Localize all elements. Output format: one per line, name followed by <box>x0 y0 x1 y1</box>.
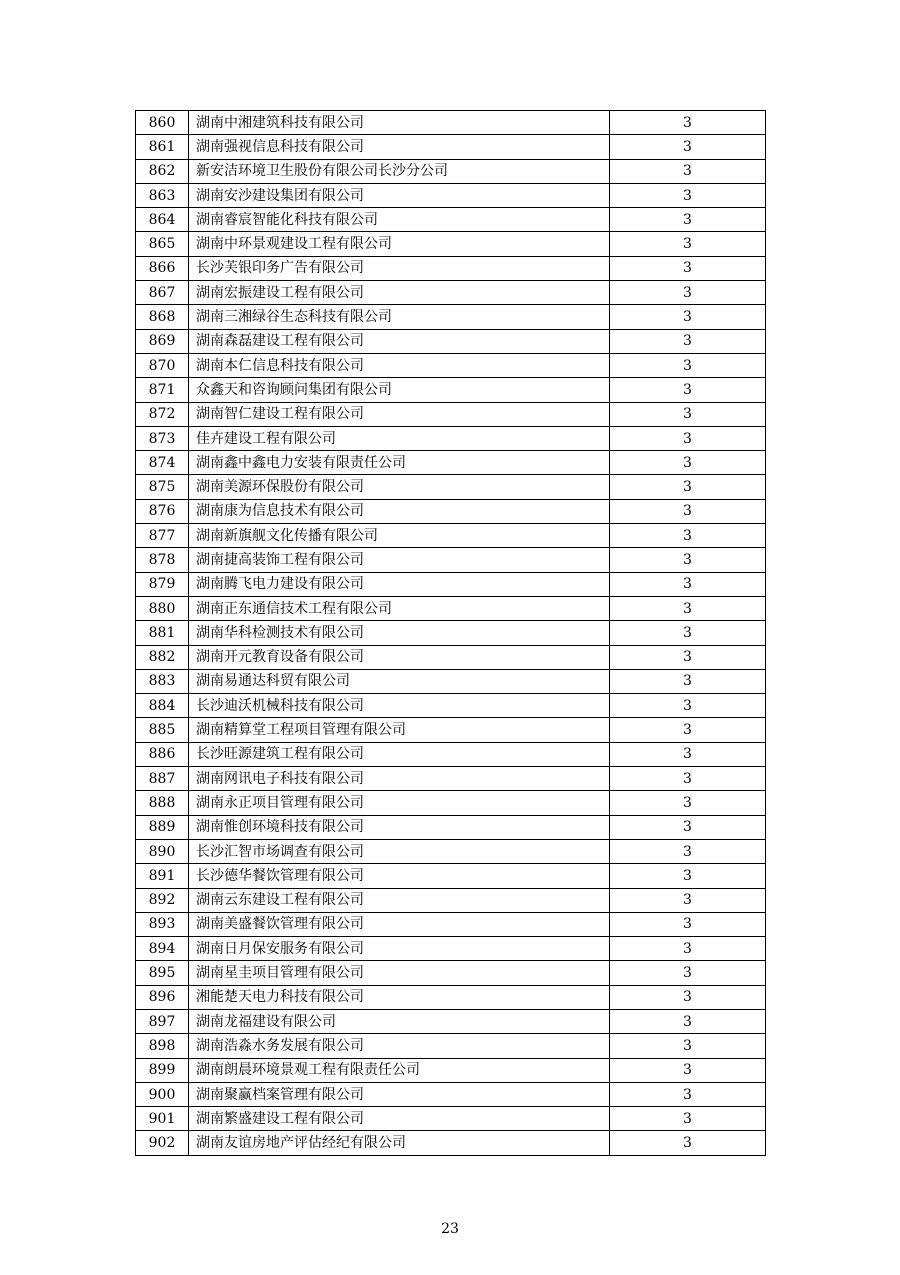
row-number-cell: 893 <box>136 912 189 936</box>
score-cell: 3 <box>610 1082 766 1106</box>
table-row <box>136 1131 766 1155</box>
table-row <box>136 1009 766 1033</box>
company-name-cell: 湖南宏振建设工程有限公司 <box>189 281 610 305</box>
table-row <box>136 669 766 693</box>
row-number-cell: 885 <box>136 718 189 742</box>
score-cell: 3 <box>610 1009 766 1033</box>
score-cell: 3 <box>610 135 766 159</box>
company-name-cell: 湖南腾飞电力建设有限公司 <box>189 572 610 596</box>
company-name-cell: 长沙德华餐饮管理有限公司 <box>189 864 610 888</box>
table-row <box>136 596 766 620</box>
score-cell: 3 <box>610 742 766 766</box>
company-name-cell: 湖南美盛餐饮管理有限公司 <box>189 912 610 936</box>
company-name-cell: 湖南精算堂工程项目管理有限公司 <box>189 718 610 742</box>
score-cell: 3 <box>610 888 766 912</box>
company-name-cell: 湖南美源环保股份有限公司 <box>189 475 610 499</box>
row-number-cell: 866 <box>136 256 189 280</box>
row-number-cell: 861 <box>136 135 189 159</box>
table-row <box>136 742 766 766</box>
row-number-cell: 889 <box>136 815 189 839</box>
table-row <box>136 208 766 232</box>
row-number-cell: 886 <box>136 742 189 766</box>
table-row <box>136 1082 766 1106</box>
company-name-cell: 湖南开元教育设备有限公司 <box>189 645 610 669</box>
company-score-table <box>135 110 766 1156</box>
score-cell: 3 <box>610 815 766 839</box>
score-cell: 3 <box>610 256 766 280</box>
row-number-cell: 880 <box>136 596 189 620</box>
company-name-cell: 湖南正东通信技术工程有限公司 <box>189 596 610 620</box>
row-number-cell: 882 <box>136 645 189 669</box>
score-cell: 3 <box>610 767 766 791</box>
score-cell: 3 <box>610 353 766 377</box>
company-name-cell: 湖南森磊建设工程有限公司 <box>189 329 610 353</box>
score-cell: 3 <box>610 864 766 888</box>
score-cell: 3 <box>610 232 766 256</box>
table-row <box>136 378 766 402</box>
company-name-cell: 湖南康为信息技术有限公司 <box>189 499 610 523</box>
company-name-cell: 湖南中湘建筑科技有限公司 <box>189 111 610 135</box>
score-cell: 3 <box>610 183 766 207</box>
company-name-cell: 湘能楚天电力科技有限公司 <box>189 985 610 1009</box>
row-number-cell: 871 <box>136 378 189 402</box>
table-row <box>136 572 766 596</box>
table-row <box>136 159 766 183</box>
score-cell: 3 <box>610 548 766 572</box>
row-number-cell: 900 <box>136 1082 189 1106</box>
company-name-cell: 湖南友谊房地产评估经纪有限公司 <box>189 1131 610 1155</box>
score-cell: 3 <box>610 208 766 232</box>
score-cell: 3 <box>610 1107 766 1131</box>
row-number-cell: 868 <box>136 305 189 329</box>
company-name-cell: 长沙旺源建筑工程有限公司 <box>189 742 610 766</box>
row-number-cell: 863 <box>136 183 189 207</box>
score-cell: 3 <box>610 281 766 305</box>
score-cell: 3 <box>610 937 766 961</box>
row-number-cell: 896 <box>136 985 189 1009</box>
table-row <box>136 329 766 353</box>
company-name-cell: 湖南中环景观建设工程有限公司 <box>189 232 610 256</box>
company-name-cell: 湖南华科检测技术有限公司 <box>189 621 610 645</box>
table-row <box>136 499 766 523</box>
score-cell: 3 <box>610 694 766 718</box>
table-row <box>136 402 766 426</box>
score-cell: 3 <box>610 985 766 1009</box>
company-name-cell: 湖南惟创环境科技有限公司 <box>189 815 610 839</box>
table-row <box>136 353 766 377</box>
table-row <box>136 767 766 791</box>
company-name-cell: 湖南易通达科贸有限公司 <box>189 669 610 693</box>
company-name-cell: 新安洁环境卫生股份有限公司长沙分公司 <box>189 159 610 183</box>
row-number-cell: 873 <box>136 426 189 450</box>
table-row <box>136 985 766 1009</box>
table-row <box>136 718 766 742</box>
score-cell: 3 <box>610 451 766 475</box>
row-number-cell: 860 <box>136 111 189 135</box>
table-row <box>136 1034 766 1058</box>
table-row <box>136 305 766 329</box>
row-number-cell: 877 <box>136 524 189 548</box>
row-number-cell: 899 <box>136 1058 189 1082</box>
company-name-cell: 湖南捷高装饰工程有限公司 <box>189 548 610 572</box>
table-row <box>136 839 766 863</box>
company-name-cell: 湖南睿宸智能化科技有限公司 <box>189 208 610 232</box>
score-cell: 3 <box>610 499 766 523</box>
company-name-cell: 湖南日月保安服务有限公司 <box>189 937 610 961</box>
row-number-cell: 878 <box>136 548 189 572</box>
score-cell: 3 <box>610 475 766 499</box>
score-cell: 3 <box>610 402 766 426</box>
company-name-cell: 湖南智仁建设工程有限公司 <box>189 402 610 426</box>
score-cell: 3 <box>610 645 766 669</box>
table-row <box>136 694 766 718</box>
row-number-cell: 867 <box>136 281 189 305</box>
row-number-cell: 876 <box>136 499 189 523</box>
score-cell: 3 <box>610 1058 766 1082</box>
row-number-cell: 864 <box>136 208 189 232</box>
score-cell: 3 <box>610 159 766 183</box>
company-name-cell: 湖南新旗舰文化传播有限公司 <box>189 524 610 548</box>
table-row <box>136 135 766 159</box>
company-name-cell: 湖南星圭项目管理有限公司 <box>189 961 610 985</box>
row-number-cell: 894 <box>136 937 189 961</box>
company-name-cell: 湖南聚赢档案管理有限公司 <box>189 1082 610 1106</box>
row-number-cell: 887 <box>136 767 189 791</box>
score-cell: 3 <box>610 791 766 815</box>
company-name-cell: 长沙汇智市场调查有限公司 <box>189 839 610 863</box>
score-cell: 3 <box>610 961 766 985</box>
table-row <box>136 111 766 135</box>
score-cell: 3 <box>610 912 766 936</box>
row-number-cell: 901 <box>136 1107 189 1131</box>
table-row <box>136 183 766 207</box>
company-name-cell: 湖南强视信息科技有限公司 <box>189 135 610 159</box>
row-number-cell: 898 <box>136 1034 189 1058</box>
row-number-cell: 888 <box>136 791 189 815</box>
company-name-cell: 湖南永正项目管理有限公司 <box>189 791 610 815</box>
company-name-cell: 湖南本仁信息科技有限公司 <box>189 353 610 377</box>
score-cell: 3 <box>610 111 766 135</box>
score-cell: 3 <box>610 1131 766 1155</box>
table-row <box>136 1107 766 1131</box>
score-cell: 3 <box>610 572 766 596</box>
company-name-cell: 湖南云东建设工程有限公司 <box>189 888 610 912</box>
table-row <box>136 281 766 305</box>
table-row <box>136 937 766 961</box>
row-number-cell: 881 <box>136 621 189 645</box>
table-row <box>136 791 766 815</box>
score-cell: 3 <box>610 329 766 353</box>
table-row <box>136 961 766 985</box>
company-name-cell: 佳卉建设工程有限公司 <box>189 426 610 450</box>
score-cell: 3 <box>610 426 766 450</box>
table-row <box>136 1058 766 1082</box>
table-row <box>136 645 766 669</box>
table-body <box>136 111 766 1156</box>
row-number-cell: 875 <box>136 475 189 499</box>
page-number: 23 <box>441 1221 459 1237</box>
row-number-cell: 865 <box>136 232 189 256</box>
row-number-cell: 862 <box>136 159 189 183</box>
table-row <box>136 426 766 450</box>
table-row <box>136 475 766 499</box>
score-cell: 3 <box>610 305 766 329</box>
company-name-cell: 湖南龙福建设有限公司 <box>189 1009 610 1033</box>
company-name-cell: 湖南浩淼水务发展有限公司 <box>189 1034 610 1058</box>
table-row <box>136 256 766 280</box>
row-number-cell: 884 <box>136 694 189 718</box>
row-number-cell: 883 <box>136 669 189 693</box>
score-cell: 3 <box>610 839 766 863</box>
row-number-cell: 890 <box>136 839 189 863</box>
company-name-cell: 湖南三湘绿谷生态科技有限公司 <box>189 305 610 329</box>
company-name-cell: 湖南繁盛建设工程有限公司 <box>189 1107 610 1131</box>
company-name-cell: 湖南鑫中鑫电力安装有限责任公司 <box>189 451 610 475</box>
score-cell: 3 <box>610 718 766 742</box>
row-number-cell: 902 <box>136 1131 189 1155</box>
company-name-cell: 湖南安沙建设集团有限公司 <box>189 183 610 207</box>
score-cell: 3 <box>610 1034 766 1058</box>
score-cell: 3 <box>610 524 766 548</box>
table-row <box>136 864 766 888</box>
row-number-cell: 870 <box>136 353 189 377</box>
company-name-cell: 长沙迪沃机械科技有限公司 <box>189 694 610 718</box>
row-number-cell: 872 <box>136 402 189 426</box>
row-number-cell: 874 <box>136 451 189 475</box>
score-cell: 3 <box>610 621 766 645</box>
row-number-cell: 869 <box>136 329 189 353</box>
row-number-cell: 892 <box>136 888 189 912</box>
company-name-cell: 众鑫天和咨询顾问集团有限公司 <box>189 378 610 402</box>
table-row <box>136 815 766 839</box>
row-number-cell: 895 <box>136 961 189 985</box>
row-number-cell: 879 <box>136 572 189 596</box>
table-row <box>136 888 766 912</box>
table-row <box>136 621 766 645</box>
company-name-cell: 湖南朗晨环境景观工程有限责任公司 <box>189 1058 610 1082</box>
table-row <box>136 451 766 475</box>
company-name-cell: 湖南网讯电子科技有限公司 <box>189 767 610 791</box>
table-row <box>136 524 766 548</box>
row-number-cell: 891 <box>136 864 189 888</box>
score-cell: 3 <box>610 669 766 693</box>
company-name-cell: 长沙芙银印务广告有限公司 <box>189 256 610 280</box>
score-cell: 3 <box>610 596 766 620</box>
table-row <box>136 912 766 936</box>
table-row <box>136 232 766 256</box>
table-row <box>136 548 766 572</box>
row-number-cell: 897 <box>136 1009 189 1033</box>
score-cell: 3 <box>610 378 766 402</box>
